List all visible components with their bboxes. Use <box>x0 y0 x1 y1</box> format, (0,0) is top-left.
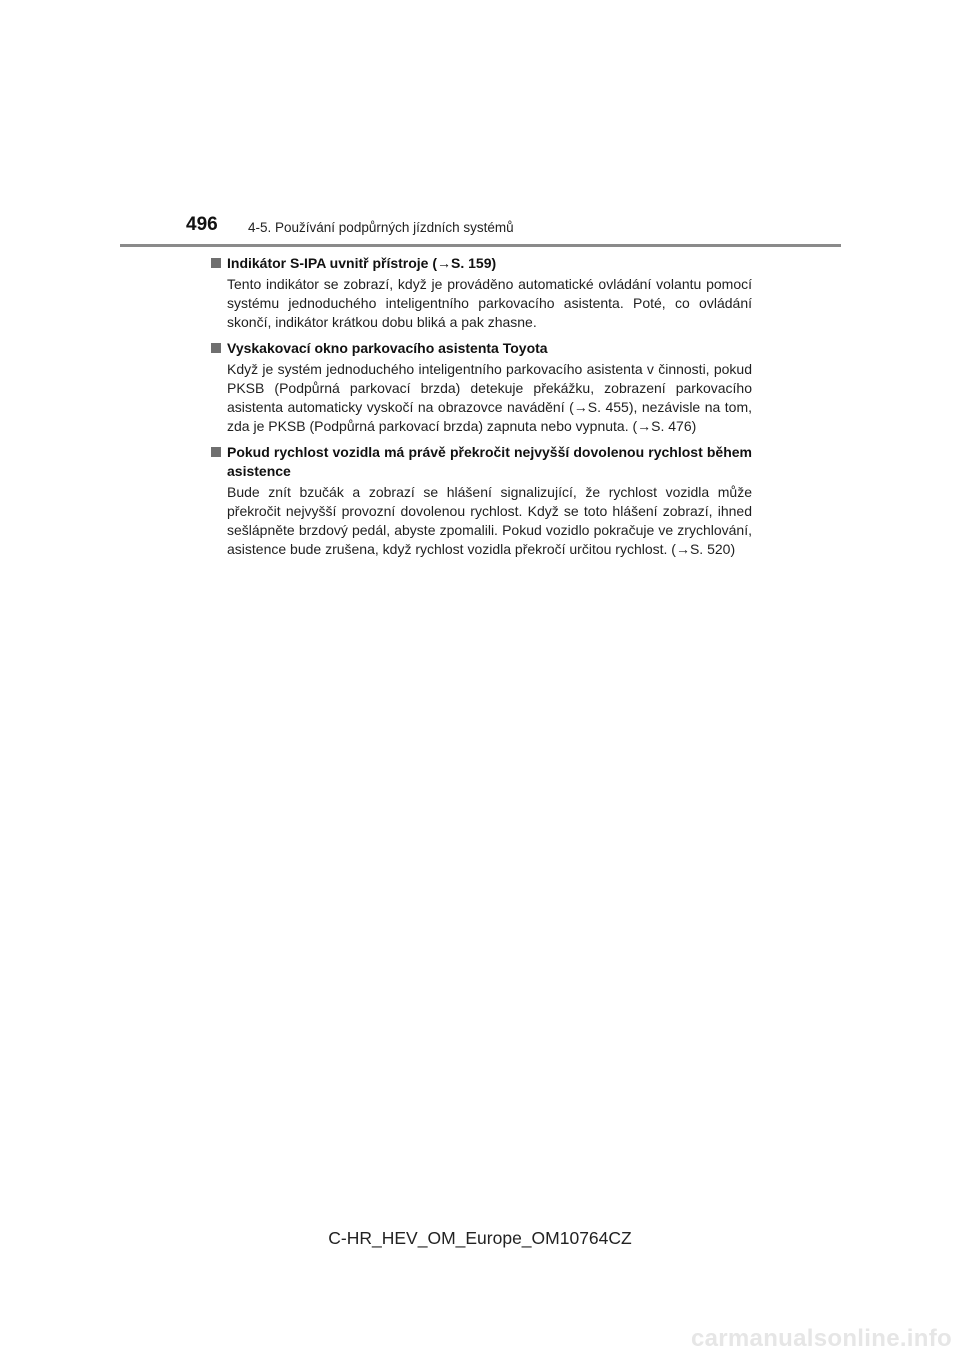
square-bullet-icon <box>211 258 221 268</box>
section-s-ipa-indicator <box>211 254 752 332</box>
chapter-title: 4-5. Používání podpůrných jízdních systémů <box>248 220 514 235</box>
section-speed-limit <box>211 443 752 559</box>
section-heading <box>211 254 752 273</box>
section-toyota-popup <box>211 339 752 436</box>
section-heading <box>211 443 752 481</box>
page-number: 496 <box>186 214 218 235</box>
section-body: Tento indikátor se zobrazí, když je prováděno automatické ovládání volantu pomocí systému jednoduchého inteligentního parkovacího asistenta. Poté, co ovládání skončí, indikátor krátkou dobu bliká a pak zhasne. <box>227 276 752 330</box>
watermark: carmanualsonline.info <box>690 1325 952 1352</box>
section-heading-text: Vyskakovací okno parkovacího asistenta Toyota <box>227 340 548 356</box>
header-divider <box>120 244 841 247</box>
document-code: C-HR_HEV_OM_Europe_OM10764CZ <box>328 1228 632 1248</box>
page-content <box>211 254 752 566</box>
section-heading-text: Pokud rychlost vozidla má právě překročit nejvyšší dovolenou rychlost během asistence <box>227 444 752 479</box>
section-body: Když je systém jednoduchého inteligentního parkovacího asistenta v činnosti, pokud PKSB (Podpůrná parkovací brzda) detekuje překážku, zobrazení parkovacího asistenta automaticky vyskočí na obrazovce navádění (→S. 455), nezávisle na tom, zda je PKSB (Podpůrná parkovací brzda) zapnuta nebo vypnuta. (→S. 476) <box>227 361 752 434</box>
section-heading-text: Indikátor S-IPA uvnitř přístroje (→S. 159) <box>227 255 497 271</box>
square-bullet-icon <box>211 447 221 457</box>
square-bullet-icon <box>211 343 221 353</box>
section-heading <box>211 339 752 358</box>
section-body: Bude znít bzučák a zobrazí se hlášení signalizující, že rychlost vozidla může překročit nejvyšší provozní dovolenou rychlost. Když se toto hlášení zobrazí, ihned sešlápněte brzdový pedál, abyste zpomalili. Pokud vozidlo pokračuje ve zrychlování, asistence bude zrušena, když rychlost vozidla překročí určitou rychlost. (→S. 520) <box>227 484 752 557</box>
